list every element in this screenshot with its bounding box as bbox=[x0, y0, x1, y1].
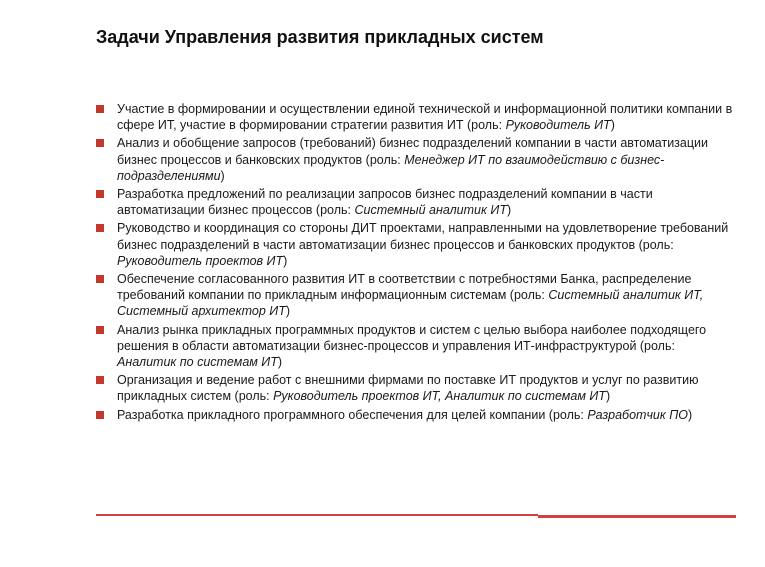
item-suffix: ) bbox=[277, 355, 283, 370]
footer-divider bbox=[96, 514, 538, 516]
item-text: Разработка прикладного программного обеспечения для целей компании (роль: bbox=[117, 407, 588, 422]
list-item bbox=[96, 101, 736, 133]
item-role: Разработчик ПО bbox=[587, 407, 689, 422]
item-suffix: ) bbox=[220, 168, 225, 183]
footer-divider-accent bbox=[538, 515, 736, 518]
item-role: Менеджер ИТ по взаимодействию с бизнес-подразделениями bbox=[117, 152, 665, 183]
item-text: Руководство и координация со стороны ДИТ проектами, направленными на удовлетворение требований бизнес подразделений в части автоматизации бизнес процессов и банковских продуктов (роль: bbox=[117, 221, 729, 252]
item-suffix: ) bbox=[285, 304, 291, 319]
item-suffix: ) bbox=[506, 203, 512, 218]
item-text: Анализ и обобщение запросов (требований) бизнес подразделений компании в части автоматизации бизнес процессов и банковских продуктов (роль: bbox=[117, 136, 708, 167]
square-bullet-icon bbox=[96, 376, 104, 384]
task-list bbox=[96, 101, 736, 425]
list-item bbox=[96, 322, 736, 371]
item-suffix: ) bbox=[605, 389, 611, 404]
list-item bbox=[96, 220, 736, 269]
square-bullet-icon bbox=[96, 190, 104, 198]
item-role: Руководитель проектов ИТ bbox=[117, 253, 284, 268]
list-item bbox=[96, 407, 736, 423]
square-bullet-icon bbox=[96, 224, 104, 232]
square-bullet-icon bbox=[96, 139, 104, 147]
item-role: Руководитель проектов ИТ, Аналитик по системам ИТ bbox=[273, 389, 606, 404]
item-text: Анализ рынка прикладных программных продуктов и систем с целью выбора наиболее подходящего решения в области автоматизации бизнес-процессов и управления ИТ-инфраструктурой (роль: bbox=[117, 322, 707, 353]
item-suffix: ) bbox=[283, 253, 288, 268]
page-title: Задачи Управления развития прикладных систем bbox=[96, 27, 544, 47]
square-bullet-icon bbox=[96, 105, 104, 113]
item-suffix: ) bbox=[610, 118, 615, 133]
item-text: Обеспечение согласованного развития ИТ в соответствии с потребностями Банка, распределение требований компании по прикладным информационным системам (роль: bbox=[117, 272, 692, 303]
square-bullet-icon bbox=[96, 411, 104, 419]
item-text: Разработка предложений по реализации запросов бизнес подразделений компании в части автоматизации бизнес процессов (роль: bbox=[117, 187, 653, 218]
item-text: Участие в формировании и осуществлении единой технической и информационной политики компании в сфере ИТ, участие в формировании стратегии развития ИТ (роль: bbox=[117, 102, 733, 133]
list-item bbox=[96, 135, 736, 184]
item-suffix: ) bbox=[688, 407, 693, 422]
item-role: Системный аналитик ИТ, Системный архитектор ИТ bbox=[117, 288, 704, 319]
item-role: Аналитик по системам ИТ bbox=[117, 355, 278, 370]
list-item bbox=[96, 271, 736, 320]
item-role: Руководитель ИТ bbox=[505, 118, 611, 133]
list-item bbox=[96, 372, 736, 404]
square-bullet-icon bbox=[96, 275, 104, 283]
list-item bbox=[96, 186, 736, 218]
square-bullet-icon bbox=[96, 326, 104, 334]
item-text: Организация и ведение работ с внешними фирмами по поставке ИТ продуктов и услуг по развитию прикладных систем (роль: bbox=[117, 373, 699, 404]
item-role: Системный аналитик ИТ bbox=[354, 203, 507, 218]
